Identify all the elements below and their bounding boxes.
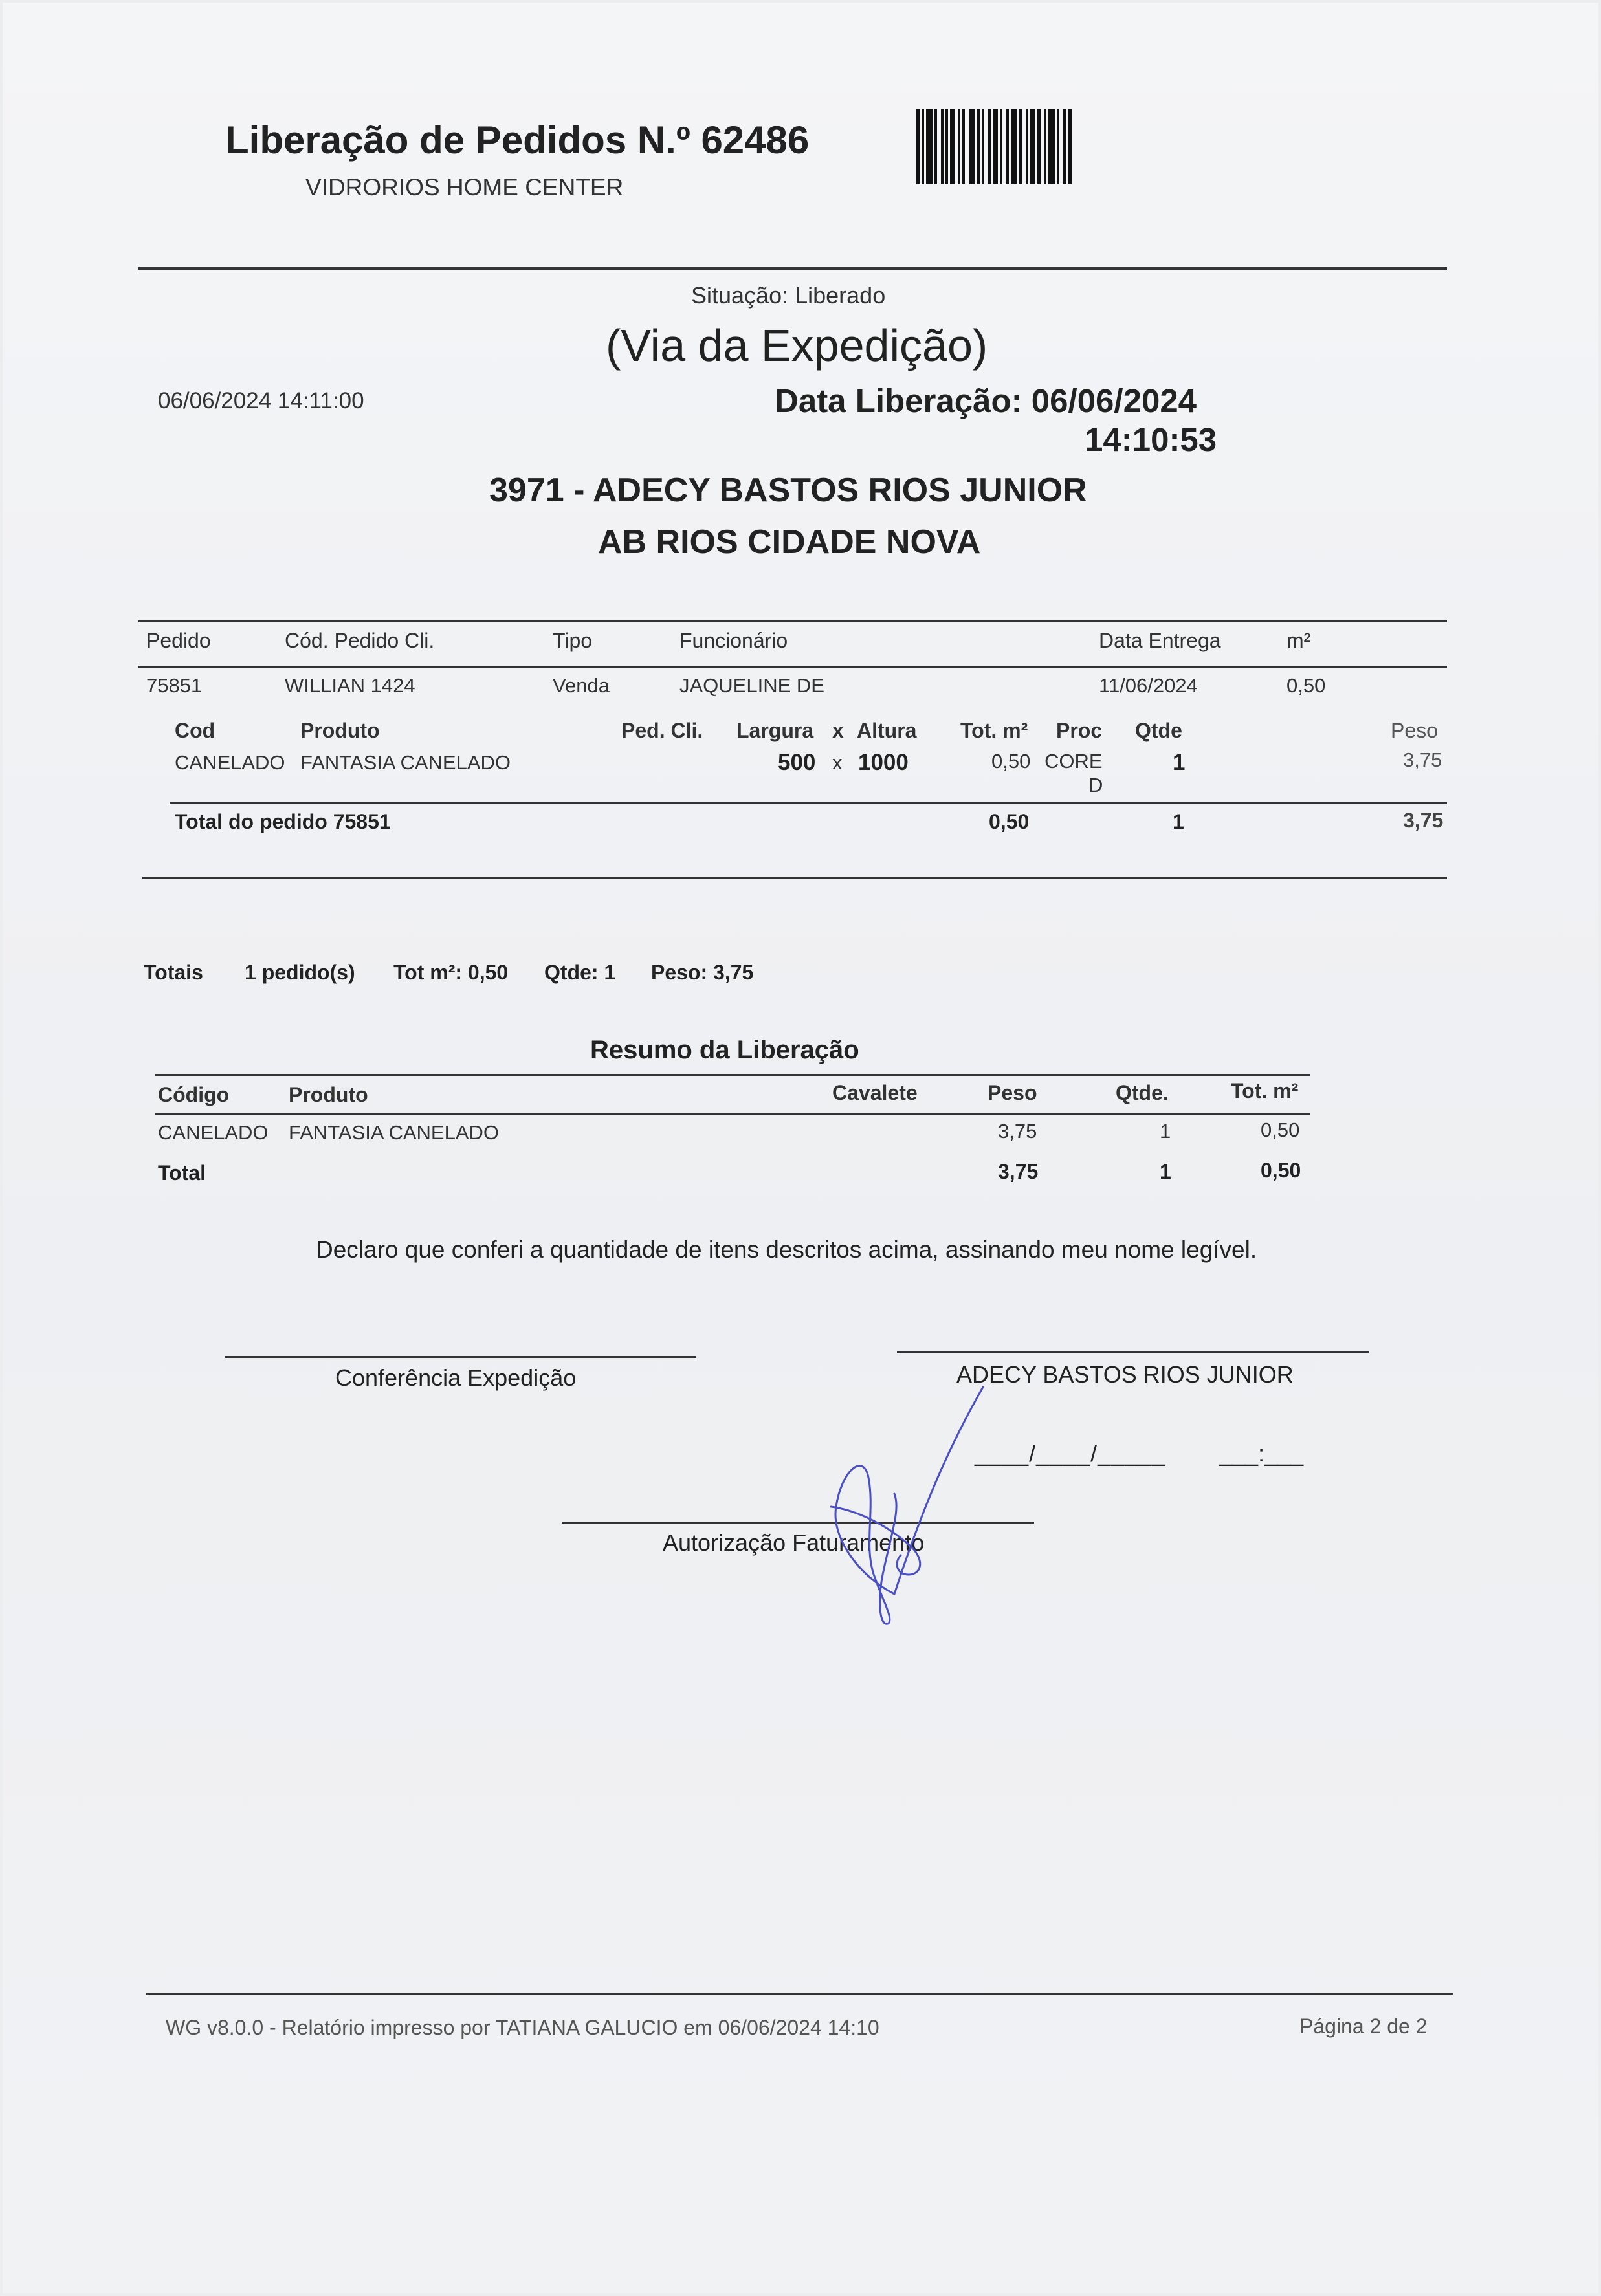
col-pedido: Pedido bbox=[146, 629, 211, 652]
resumo-total-peso: 3,75 bbox=[998, 1160, 1039, 1183]
barcode-bar bbox=[950, 109, 955, 184]
resumo-col-qtde: Qtde. bbox=[1116, 1081, 1169, 1104]
items-total-label: Total do pedido 75851 bbox=[175, 810, 391, 833]
autorizacao-label: Autorização Faturamento bbox=[663, 1529, 925, 1556]
resumo-row-qtde: 1 bbox=[1160, 1120, 1171, 1143]
order-tipo: Venda bbox=[553, 674, 610, 697]
barcode-bar bbox=[922, 109, 924, 184]
items-col-produto: Produto bbox=[300, 719, 380, 742]
barcode-bar bbox=[988, 109, 991, 184]
items-col-peso: Peso bbox=[1391, 719, 1438, 742]
via-title: (Via da Expedição) bbox=[606, 320, 988, 371]
item-proc-line1: CORE bbox=[1044, 750, 1103, 772]
barcode-bar bbox=[1011, 109, 1017, 184]
data-liberacao-time: 14:10:53 bbox=[1085, 421, 1217, 458]
barcode-bar bbox=[1068, 109, 1072, 184]
item-produto: FANTASIA CANELADO bbox=[300, 751, 511, 774]
items-col-altura: Altura bbox=[857, 719, 917, 742]
items-col-tot-m2: Tot. m² bbox=[960, 719, 1028, 742]
barcode-bar bbox=[969, 109, 975, 184]
order-table-top-rule bbox=[138, 620, 1447, 622]
items-total-m2: 0,50 bbox=[989, 810, 1030, 833]
resumo-total-tot-m2: 0,50 bbox=[1261, 1159, 1301, 1182]
barcode-bar bbox=[962, 109, 965, 184]
totals-pedidos: 1 pedido(s) bbox=[245, 961, 355, 984]
resumo-row-peso: 3,75 bbox=[998, 1120, 1037, 1143]
totals-tot-m2: Tot m²: 0,50 bbox=[393, 961, 509, 984]
resumo-col-codigo: Código bbox=[158, 1083, 230, 1106]
order-table-bottom-rule bbox=[142, 877, 1447, 879]
barcode-bar bbox=[1037, 109, 1041, 184]
barcode-bar bbox=[1026, 109, 1028, 184]
resumo-row-tot-m2: 0,50 bbox=[1261, 1119, 1300, 1141]
resumo-row-produto: FANTASIA CANELADO bbox=[289, 1121, 500, 1144]
date-blank: ____/____/_____ bbox=[975, 1440, 1166, 1467]
client-signature-line bbox=[897, 1351, 1369, 1353]
resumo-total-qtde: 1 bbox=[1160, 1160, 1171, 1183]
items-col-cod: Cod bbox=[175, 719, 215, 742]
barcode-bar bbox=[926, 109, 933, 184]
header-divider bbox=[138, 267, 1447, 270]
items-col-x: x bbox=[832, 719, 844, 742]
totals-label: Totais bbox=[144, 961, 203, 984]
item-altura: 1000 bbox=[858, 750, 909, 775]
order-funcionario: JAQUELINE DE bbox=[679, 674, 824, 697]
resumo-col-cavalete: Cavalete bbox=[832, 1081, 918, 1104]
handwritten-signature bbox=[818, 1381, 1012, 1626]
totals-peso: Peso: 3,75 bbox=[651, 961, 754, 984]
items-col-proc: Proc bbox=[1056, 719, 1103, 742]
footer-rule bbox=[146, 1993, 1453, 1995]
item-x: x bbox=[832, 751, 843, 774]
item-cod: CANELADO bbox=[175, 751, 285, 774]
resumo-header-rule bbox=[155, 1113, 1310, 1115]
item-largura: 500 bbox=[778, 750, 816, 775]
order-cod-pedido-cli: WILLIAN 1424 bbox=[285, 674, 415, 697]
items-total-qtde: 1 bbox=[1173, 810, 1184, 833]
barcode-bar bbox=[945, 109, 948, 184]
barcode-bar bbox=[1044, 109, 1046, 184]
barcode-bar bbox=[1000, 109, 1002, 184]
footer-page: Página 2 de 2 bbox=[1299, 2015, 1428, 2038]
barcode-bar bbox=[958, 109, 960, 184]
client-name: 3971 - ADECY BASTOS RIOS JUNIOR bbox=[489, 472, 1087, 509]
barcode-bar bbox=[1063, 109, 1066, 184]
item-tot-m2: 0,50 bbox=[991, 750, 1031, 772]
item-proc-line2: D bbox=[1088, 774, 1103, 796]
items-total-rule bbox=[170, 802, 1447, 804]
time-blank: ___:___ bbox=[1219, 1440, 1304, 1467]
barcode-bar bbox=[1006, 109, 1009, 184]
barcode-bar bbox=[1057, 109, 1059, 184]
data-liberacao: Data Liberação: 06/06/2024 bbox=[775, 382, 1197, 419]
items-col-largura: Largura bbox=[736, 719, 814, 742]
item-peso: 3,75 bbox=[1403, 749, 1442, 771]
barcode-bar bbox=[941, 109, 944, 184]
order-data-entrega: 11/06/2024 bbox=[1099, 674, 1198, 697]
document-page bbox=[3, 3, 1598, 2293]
resumo-col-tot-m2: Tot. m² bbox=[1231, 1079, 1299, 1102]
resumo-row-codigo: CANELADO bbox=[158, 1121, 269, 1144]
items-col-qtde: Qtde bbox=[1135, 719, 1182, 742]
barcode-bar bbox=[977, 109, 980, 184]
col-funcionario: Funcionário bbox=[679, 629, 788, 652]
items-total-peso: 3,75 bbox=[1403, 809, 1444, 832]
printed-datetime: 06/06/2024 14:11:00 bbox=[158, 388, 364, 413]
items-col-ped-cli: Ped. Cli. bbox=[621, 719, 703, 742]
order-m2: 0,50 bbox=[1286, 674, 1326, 697]
col-m2: m² bbox=[1286, 629, 1311, 652]
col-data-entrega: Data Entrega bbox=[1099, 629, 1221, 652]
col-tipo: Tipo bbox=[553, 629, 593, 652]
resumo-col-produto: Produto bbox=[289, 1083, 368, 1106]
client-signature-name: ADECY BASTOS RIOS JUNIOR bbox=[956, 1361, 1294, 1388]
resumo-total-label: Total bbox=[158, 1161, 206, 1185]
col-cod-pedido-cli: Cód. Pedido Cli. bbox=[285, 629, 435, 652]
order-pedido: 75851 bbox=[146, 674, 203, 697]
declaration-text: Declaro que conferi a quantidade de itens descritos acima, assinando meu nome legível. bbox=[316, 1236, 1257, 1263]
conferencia-signature-line bbox=[225, 1356, 696, 1358]
barcode-bar bbox=[1030, 109, 1035, 184]
resumo-top-rule bbox=[155, 1074, 1310, 1076]
item-qtde: 1 bbox=[1173, 750, 1186, 775]
barcode bbox=[916, 109, 1145, 184]
barcode-bar bbox=[934, 109, 937, 184]
footer-left: WG v8.0.0 - Relatório impresso por TATIANA GALUCIO em 06/06/2024 14:10 bbox=[166, 2016, 879, 2039]
barcode-bar bbox=[916, 109, 920, 184]
resumo-title: Resumo da Liberação bbox=[590, 1036, 859, 1064]
order-table-header-rule bbox=[138, 666, 1447, 668]
company-name: VIDRORIOS HOME CENTER bbox=[305, 174, 624, 201]
client-store: AB RIOS CIDADE NOVA bbox=[598, 523, 981, 561]
situacao-text: Situação: Liberado bbox=[691, 282, 886, 309]
barcode-bar bbox=[993, 109, 998, 184]
barcode-bar bbox=[1019, 109, 1022, 184]
resumo-col-peso: Peso bbox=[988, 1081, 1037, 1104]
document-title: Liberação de Pedidos N.º 62486 bbox=[225, 118, 810, 162]
conferencia-label: Conferência Expedição bbox=[335, 1364, 577, 1391]
totals-qtde: Qtde: 1 bbox=[544, 961, 616, 984]
barcode-bar bbox=[982, 109, 984, 184]
barcode-bar bbox=[1048, 109, 1055, 184]
